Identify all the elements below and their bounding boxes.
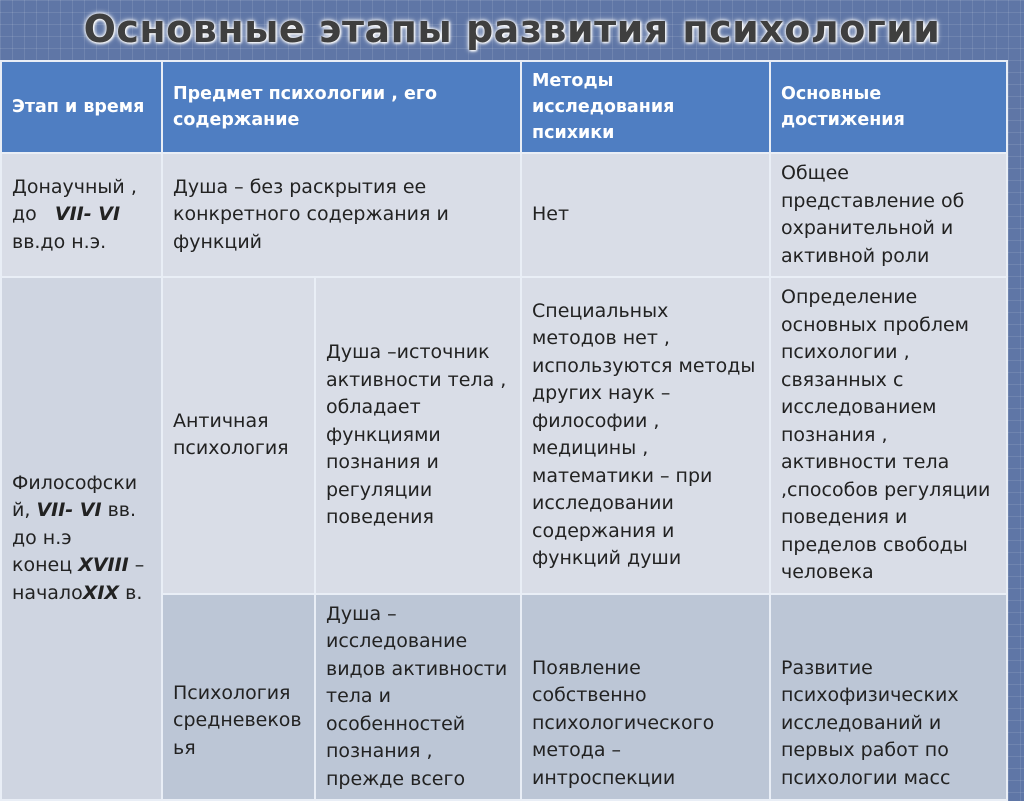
subject-prescientific: Душа – без раскрытия ее конкретного содержания и функций [162,153,521,277]
stage-prescientific: Донаучный , до VII- VI вв.до н.э. [1,153,162,277]
stage-philosophical: Философски й, VII- VI вв. до н.э конец XVIII – началоXIX в. [1,277,162,800]
table-row-ancient [1,277,1007,594]
methods-medieval: Появление собственно психологического метода – интроспекции [521,594,770,801]
subject-ancient: Душа –источник активности тела , обладает функциями познания и регуляции поведения [315,277,521,594]
methods-prescientific: Нет [521,153,770,277]
table-row-prescientific [1,153,1007,277]
achievements-prescientific: Общее представление об охранительной и активной роли [770,153,1007,277]
header-stage: Этап и время [1,61,162,153]
stage-ancient: Античная психология [162,277,315,594]
stages-table [0,60,1008,801]
achievements-medieval: Развитие психофизических исследований и первых работ по психологии масс [770,594,1007,801]
achievements-ancient: Определение основных проблем психологии , связанных с исследованием познания , активности тела ,способов регуляции поведения и пределов свободы человека [770,277,1007,594]
stage-medieval: Психология средневеков ья [162,594,315,801]
methods-ancient: Специальных методов нет , используются методы других наук – философии , медицины , математики – при исследовании содержания и функций души [521,277,770,594]
header-row [1,61,1007,153]
header-achievements: Основные достижения [770,61,1007,153]
header-methods: Методы исследования психики [521,61,770,153]
header-subject: Предмет психологии , его содержание [162,61,521,153]
slide-title: Основные этапы развития психологии [83,7,941,51]
subject-medieval: Душа – исследование видов активности тела и особенностей познания , прежде всего [315,594,521,801]
